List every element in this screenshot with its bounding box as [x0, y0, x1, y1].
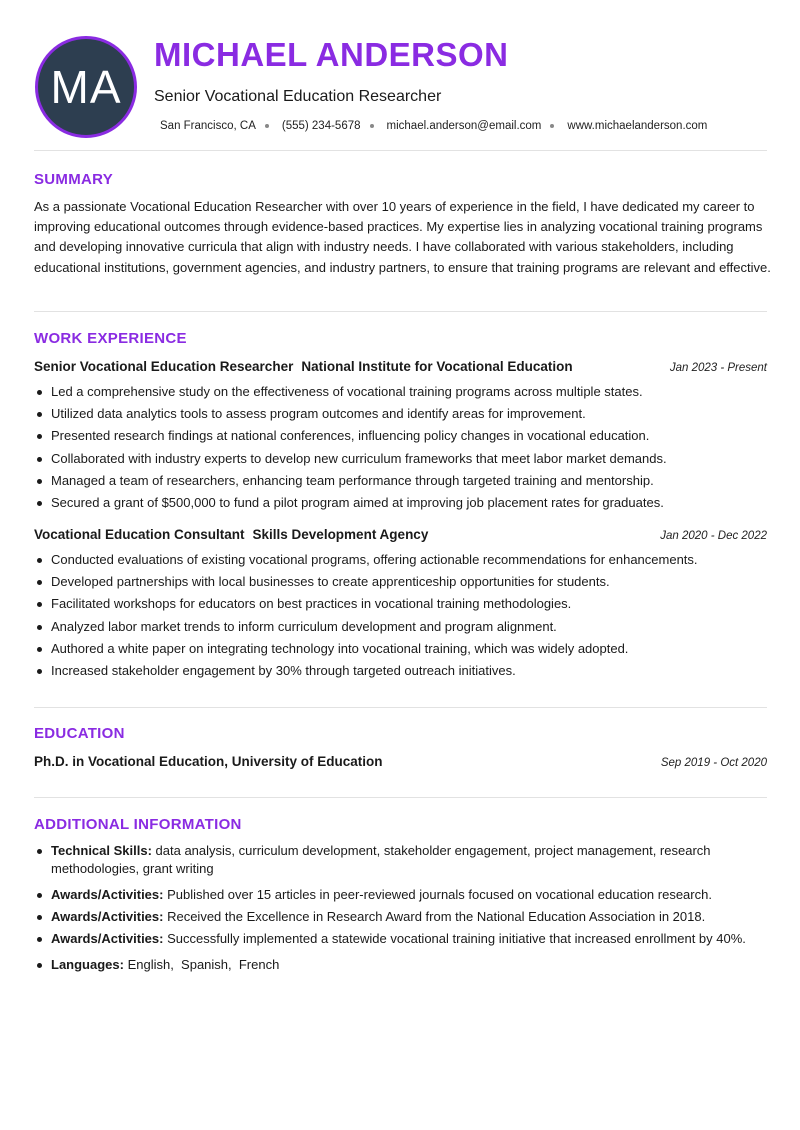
- list-item: [34, 908, 774, 926]
- job-dates: Jan 2023 - Present: [669, 362, 767, 374]
- education-degree: Ph.D. in Vocational Education, University of Education: [34, 754, 383, 769]
- job-role: Senior Vocational Education Researcher: [34, 359, 294, 374]
- avatar-initials: MA: [50, 61, 122, 113]
- contact-location: San Francisco, CA: [160, 120, 256, 132]
- summary-heading: SUMMARY: [34, 171, 114, 188]
- list-item: Collaborated with industry experts to develop new curriculum frameworks that meet labor market demands.: [34, 448, 774, 470]
- list-item: Increased stakeholder engagement by 30% through targeted outreach initiatives.: [34, 660, 774, 682]
- resume-header: [0, 0, 800, 150]
- info-label: Awards/Activities:: [51, 909, 164, 924]
- list-item: Authored a white paper on integrating technology into vocational training, which was widely adopted.: [34, 638, 774, 660]
- list-item: Utilized data analytics tools to assess program outcomes and identify areas for improvement.: [34, 403, 774, 425]
- section-divider: [34, 150, 767, 151]
- summary-text: As a passionate Vocational Education Researcher with over 10 years of experience in the field, I have dedicated my career to improving educational outcomes through evidence-based practices. My expertise lies in analyzing vocational training programs and developing innovative curricula that align with industry needs. I have collaborated with various stakeholders, including educational institutions, government agencies, and industry partners, to ensure that training programs are relevant and effective.: [34, 199, 771, 275]
- section-divider: [34, 707, 767, 708]
- candidate-name: MICHAEL ANDERSON: [154, 36, 509, 73]
- job-bullet-list: [34, 381, 774, 514]
- list-item: [34, 956, 774, 974]
- info-text: Published over 15 articles in peer-reviewed journals focused on vocational education research.: [163, 887, 712, 902]
- info-label: Awards/Activities:: [51, 887, 164, 902]
- separator-dot-icon: [370, 124, 374, 128]
- info-label: Languages:: [51, 957, 124, 972]
- job-header: [34, 359, 767, 374]
- list-item: Managed a team of researchers, enhancing team performance through targeted training and mentorship.: [34, 470, 774, 492]
- list-item: Led a comprehensive study on the effectiveness of vocational training programs across multiple states.: [34, 381, 774, 403]
- additional-info-list: [34, 842, 774, 974]
- candidate-title: Senior Vocational Education Researcher: [154, 88, 442, 105]
- list-item: [34, 886, 774, 904]
- info-text: data analysis, curriculum development, stakeholder engagement, project management, research methodologies, grant writing: [51, 843, 711, 876]
- job-title-line: [34, 527, 428, 542]
- info-text: Successfully implemented a statewide vocational training initiative that increased enrollment by 40%.: [163, 931, 746, 946]
- info-text: Received the Excellence in Research Award from the National Education Association in 2018.: [163, 909, 706, 924]
- job-organization: National Institute for Vocational Education: [301, 359, 573, 374]
- list-item: Facilitated workshops for educators on best practices in vocational training methodologies.: [34, 593, 774, 615]
- info-label: Technical Skills:: [51, 843, 152, 858]
- job-bullet-list: [34, 549, 774, 682]
- list-item: [34, 842, 774, 878]
- separator-dot-icon: [265, 124, 269, 128]
- list-item: Conducted evaluations of existing vocational programs, offering actionable recommendations for enhancements.: [34, 549, 774, 571]
- section-divider: [34, 311, 767, 312]
- contact-info: [160, 120, 707, 132]
- list-item: Developed partnerships with local businesses to create apprenticeship opportunities for students.: [34, 571, 774, 593]
- education-entry: [34, 754, 767, 769]
- job-header: [34, 527, 767, 542]
- job-title-line: [34, 359, 573, 374]
- contact-website[interactable]: www.michaelanderson.com: [567, 120, 708, 132]
- job-dates: Jan 2020 - Dec 2022: [660, 530, 767, 542]
- list-item: Presented research findings at national conferences, influencing policy changes in vocational education.: [34, 425, 774, 447]
- work-experience-heading: WORK EXPERIENCE: [34, 330, 187, 347]
- job-role: Vocational Education Consultant: [34, 527, 245, 542]
- section-divider: [34, 797, 767, 798]
- list-item: Analyzed labor market trends to inform curriculum development and program alignment.: [34, 616, 774, 638]
- contact-phone: (555) 234-5678: [281, 120, 361, 132]
- list-item: [34, 930, 774, 948]
- avatar: [35, 36, 137, 138]
- education-dates: Sep 2019 - Oct 2020: [660, 757, 767, 769]
- info-label: Awards/Activities:: [51, 931, 164, 946]
- info-text: English, Spanish, French: [123, 957, 280, 972]
- additional-info-heading: ADDITIONAL INFORMATION: [34, 816, 242, 833]
- education-heading: EDUCATION: [34, 725, 125, 742]
- contact-email[interactable]: michael.anderson@email.com: [386, 120, 542, 132]
- separator-dot-icon: [550, 124, 554, 128]
- job-organization: Skills Development Agency: [252, 527, 429, 542]
- list-item: Secured a grant of $500,000 to fund a pilot program aimed at improving job placement rates for graduates.: [34, 492, 774, 514]
